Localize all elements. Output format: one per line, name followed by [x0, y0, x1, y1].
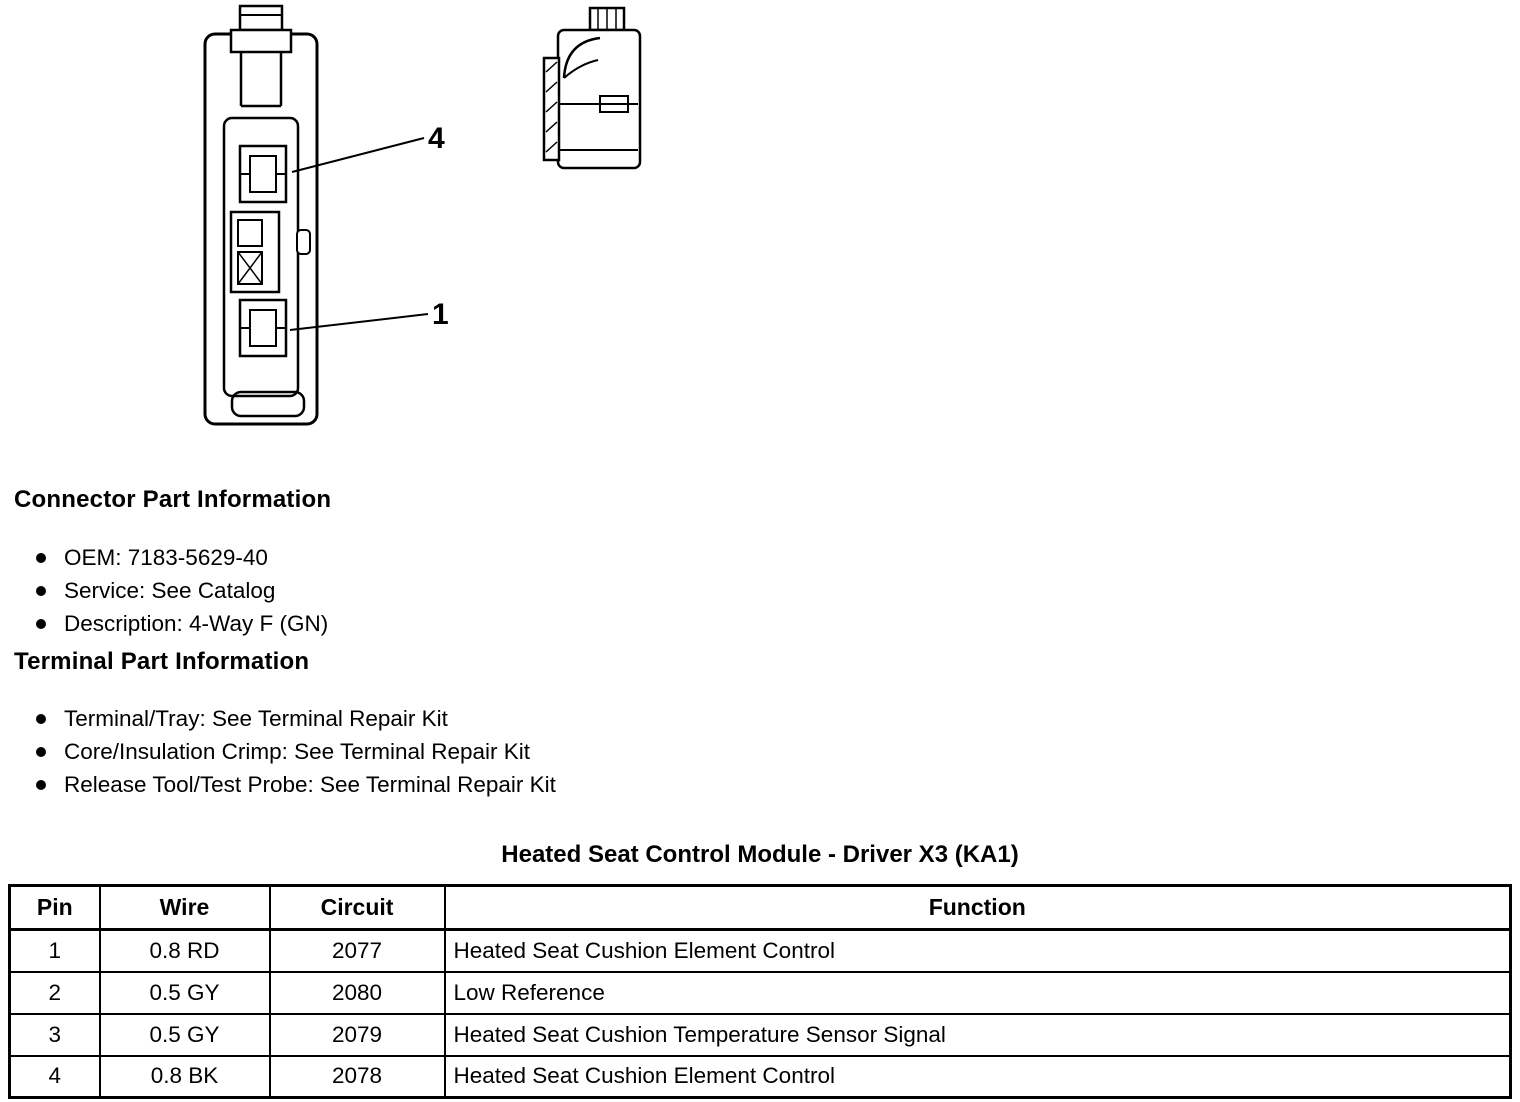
list-item: [36, 574, 328, 607]
table-row: [10, 972, 1511, 1014]
list-item: [36, 768, 556, 801]
pinout-table: [8, 884, 1512, 1099]
col-header-circuit: Circuit: [270, 886, 445, 930]
list-item-text: Core/Insulation Crimp: See Terminal Repair Kit: [64, 738, 531, 764]
table-title: Heated Seat Control Module - Driver X3 (KA1): [501, 841, 1019, 868]
col-header-function: Function: [445, 886, 1511, 930]
bullet-icon: [36, 553, 46, 563]
cell-circuit: 2080: [270, 972, 445, 1014]
terminal-part-info-heading: Terminal Part Information: [14, 648, 310, 675]
connector-part-info-list: [36, 541, 328, 640]
cell-pin: 4: [10, 1056, 100, 1098]
cell-wire: 0.8 BK: [100, 1056, 270, 1098]
callout-label-1: 1: [432, 298, 449, 331]
list-item: [36, 735, 556, 768]
cell-pin: 3: [10, 1014, 100, 1056]
cell-circuit: 2077: [270, 930, 445, 972]
cell-circuit: 2079: [270, 1014, 445, 1056]
list-item: [36, 541, 328, 574]
connector-diagram: [0, 0, 700, 460]
connector-part-info-heading: Connector Part Information: [14, 486, 332, 513]
cell-function: Heated Seat Cushion Element Control: [445, 930, 1511, 972]
bullet-icon: [36, 747, 46, 757]
list-item: [36, 607, 328, 640]
cell-wire: 0.5 GY: [100, 1014, 270, 1056]
connector-drawing: [205, 6, 317, 424]
terminal-part-info-list: [36, 702, 556, 801]
bullet-icon: [36, 714, 46, 724]
cell-wire: 0.8 RD: [100, 930, 270, 972]
list-item-text: Terminal/Tray: See Terminal Repair Kit: [64, 705, 448, 731]
bullet-icon: [36, 619, 46, 629]
table-row: [10, 1014, 1511, 1056]
col-header-wire: Wire: [100, 886, 270, 930]
list-item-text: OEM: 7183-5629-40: [64, 544, 268, 570]
cell-wire: 0.5 GY: [100, 972, 270, 1014]
list-item-text: Description: 4-Way F (GN): [64, 610, 329, 636]
callout-label-4: 4: [428, 122, 445, 155]
cell-function: Heated Seat Cushion Temperature Sensor Signal: [445, 1014, 1511, 1056]
cell-function: Heated Seat Cushion Element Control: [445, 1056, 1511, 1098]
col-header-pin: Pin: [10, 886, 100, 930]
table-row: [10, 1056, 1511, 1098]
list-item-text: Service: See Catalog: [64, 577, 276, 603]
cell-pin: 1: [10, 930, 100, 972]
cell-circuit: 2078: [270, 1056, 445, 1098]
bullet-icon: [36, 780, 46, 790]
cell-function: Low Reference: [445, 972, 1511, 1014]
bullet-icon: [36, 586, 46, 596]
terminal-drawing: [544, 8, 640, 168]
list-item: [36, 702, 556, 735]
table-row: [10, 930, 1511, 972]
list-item-text: Release Tool/Test Probe: See Terminal Repair Kit: [64, 771, 556, 797]
cell-pin: 2: [10, 972, 100, 1014]
table-header-row: [10, 886, 1511, 930]
